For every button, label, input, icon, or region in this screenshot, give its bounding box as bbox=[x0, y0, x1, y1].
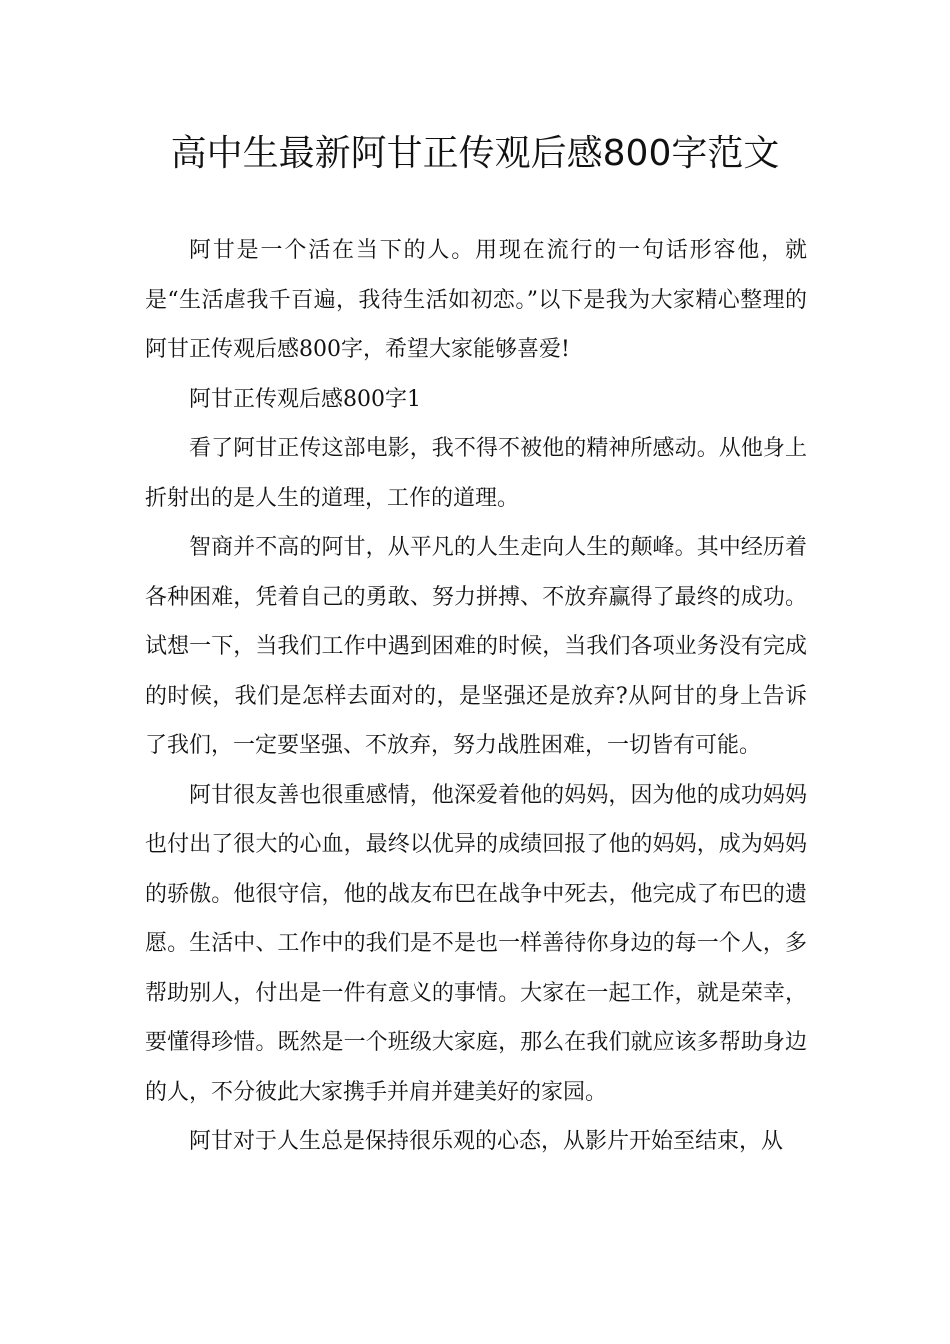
document-title: 高中生最新阿甘正传观后感800字范文 bbox=[170, 133, 780, 174]
document-body bbox=[145, 226, 807, 1167]
paragraph-intro: 阿甘是一个活在当下的人。用现在流行的一句话形容他，就是“生活虐我千百遍，我待生活如初恋。”以下是我为大家精心整理的阿甘正传观后感800字，希望大家能够喜爱! bbox=[145, 238, 807, 362]
paragraph: 智商并不高的阿甘，从平凡的人生走向人生的颠峰。其中经历着各种困难，凭着自己的勇敢、努力拼搏、不放弃赢得了最终的成功。试想一下，当我们工作中遇到困难的时候，当我们各项业务没有完成的时候，我们是怎样去面对的，是坚强还是放弃?从阿甘的身上告诉了我们，一定要坚强、不放弃，努力战胜困难，一切皆有可能。 bbox=[145, 535, 807, 758]
paragraph: 阿甘很友善也很重感情，他深爱着他的妈妈，因为他的成功妈妈也付出了很大的心血，最终以优异的成绩回报了他的妈妈，成为妈妈的骄傲。他很守信，他的战友布巴在战争中死去，他完成了布巴的遗愿。生活中、工作中的我们是不是也一样善待你身边的每一个人，多帮助别人，付出是一件有意义的事情。大家在一起工作，就是荣幸，要懂得珍惜。既然是一个班级大家庭，那么在我们就应该多帮助身边的人，不分彼此大家携手并肩并建美好的家园。 bbox=[145, 782, 807, 1105]
paragraph: 看了阿甘正传这部电影，我不得不被他的精神所感动。从他身上折射出的是人生的道理，工作的道理。 bbox=[145, 436, 807, 511]
section-heading: 阿甘正传观后感800字1 bbox=[189, 386, 421, 412]
paragraph: 阿甘对于人生总是保持很乐观的心态，从影片开始至结束，从 bbox=[189, 1129, 784, 1154]
